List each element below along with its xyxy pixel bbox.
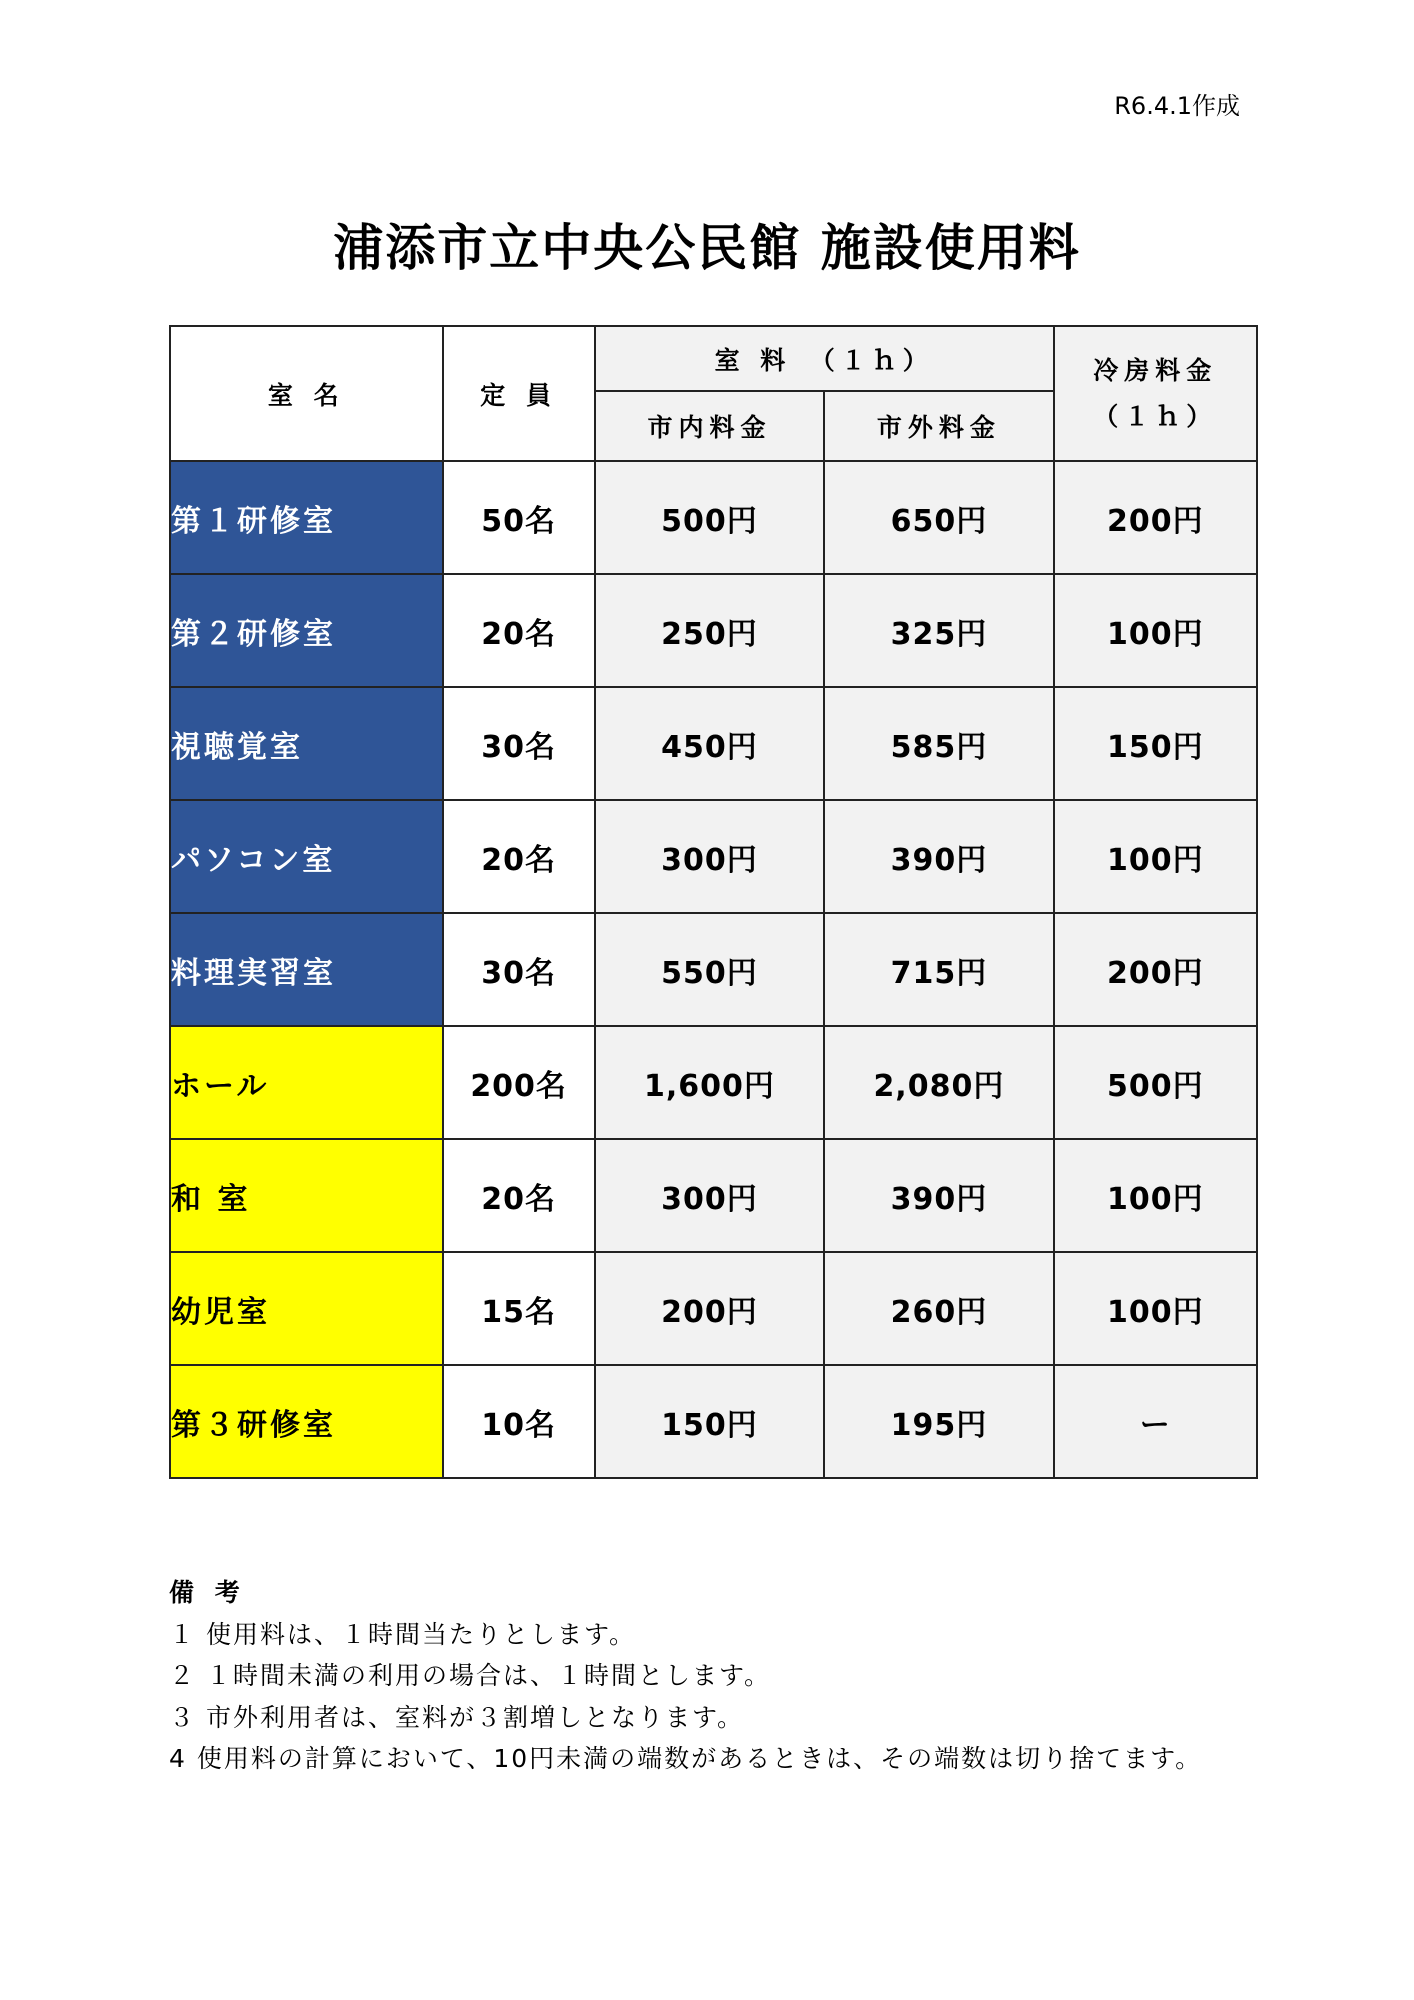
table-row [170,461,1257,574]
room-name-cell: 料理実習室 [170,913,443,1026]
room-name-cell: 第２研修室 [170,574,443,687]
capacity-cell: 10名 [443,1365,595,1478]
outside-fee-cell: 390円 [824,800,1053,913]
outside-fee-cell: 195円 [824,1365,1053,1478]
room-name-cell: パソコン室 [170,800,443,913]
notes-list [169,1614,1202,1780]
header-room-fee: 室 料 （１ｈ） [595,326,1054,391]
cooling-fee-cell: 100円 [1054,800,1257,913]
outside-fee-cell: 2,080円 [824,1026,1053,1139]
room-name-cell: 第１研修室 [170,461,443,574]
city-fee-cell: 300円 [595,1139,824,1252]
room-name-cell: 第３研修室 [170,1365,443,1478]
table-row [170,574,1257,687]
note-item: ３ 市外利用者は、室料が３割増しとなります。 [169,1702,744,1732]
created-date: R6.4.1作成 [1114,92,1240,120]
outside-fee-cell: 650円 [824,461,1053,574]
cooling-fee-cell: 200円 [1054,461,1257,574]
note-item: １ 使用料は、１時間当たりとします。 [169,1619,636,1649]
header-cooling-fee [1054,326,1257,461]
city-fee-cell: 500円 [595,461,824,574]
header-cooling-label: 冷房料金 [1093,355,1218,385]
capacity-cell: 20名 [443,800,595,913]
note-item: ２ １時間未満の利用の場合は、１時間とします。 [169,1661,771,1690]
table-row [170,1026,1257,1139]
fee-table [169,325,1258,1479]
city-fee-cell: 1,600円 [595,1026,824,1139]
table-row [170,1139,1257,1252]
city-fee-cell: 250円 [595,574,824,687]
table-row [170,1252,1257,1365]
room-name-cell: 視聴覚室 [170,687,443,800]
notes [169,1572,1202,1780]
fee-table-body [170,461,1257,1478]
table-row [170,800,1257,913]
table-row [170,913,1257,1026]
page-title: 浦添市立中央公民館 施設使用料 [333,219,1081,277]
outside-fee-cell: 715円 [824,913,1053,1026]
header-outside-fee: 市外料金 [824,391,1053,461]
outside-fee-cell: 390円 [824,1139,1053,1252]
city-fee-cell: 150円 [595,1365,824,1478]
cooling-fee-cell: 150円 [1054,687,1257,800]
city-fee-cell: 450円 [595,687,824,800]
header-room-name: 室 名 [170,326,443,461]
outside-fee-cell: 325円 [824,574,1053,687]
outside-fee-cell: 585円 [824,687,1053,800]
city-fee-cell: 200円 [595,1252,824,1365]
note-item: 4 使用料の計算において、10円未満の端数があるときは、その端数は切り捨てます。 [169,1744,1203,1773]
room-name-cell: ホール [170,1026,443,1139]
cooling-fee-cell: 100円 [1054,574,1257,687]
capacity-cell: 200名 [443,1026,595,1139]
table-row [170,687,1257,800]
capacity-cell: 30名 [443,687,595,800]
header-capacity: 定 員 [443,326,595,461]
city-fee-cell: 550円 [595,913,824,1026]
cooling-fee-cell: 100円 [1054,1252,1257,1365]
room-name-cell: 幼児室 [170,1252,443,1365]
cooling-fee-cell: ー [1054,1365,1257,1478]
capacity-cell: 50名 [443,461,595,574]
cooling-fee-cell: 100円 [1054,1139,1257,1252]
table-row [170,1365,1257,1478]
capacity-cell: 20名 [443,1139,595,1252]
notes-title: 備 考 [169,1578,246,1607]
outside-fee-cell: 260円 [824,1252,1053,1365]
header-cooling-unit: （１ｈ） [1093,401,1218,431]
capacity-cell: 15名 [443,1252,595,1365]
room-name-cell: 和 室 [170,1139,443,1252]
cooling-fee-cell: 500円 [1054,1026,1257,1139]
capacity-cell: 30名 [443,913,595,1026]
city-fee-cell: 300円 [595,800,824,913]
capacity-cell: 20名 [443,574,595,687]
header-city-fee: 市内料金 [595,391,824,461]
cooling-fee-cell: 200円 [1054,913,1257,1026]
